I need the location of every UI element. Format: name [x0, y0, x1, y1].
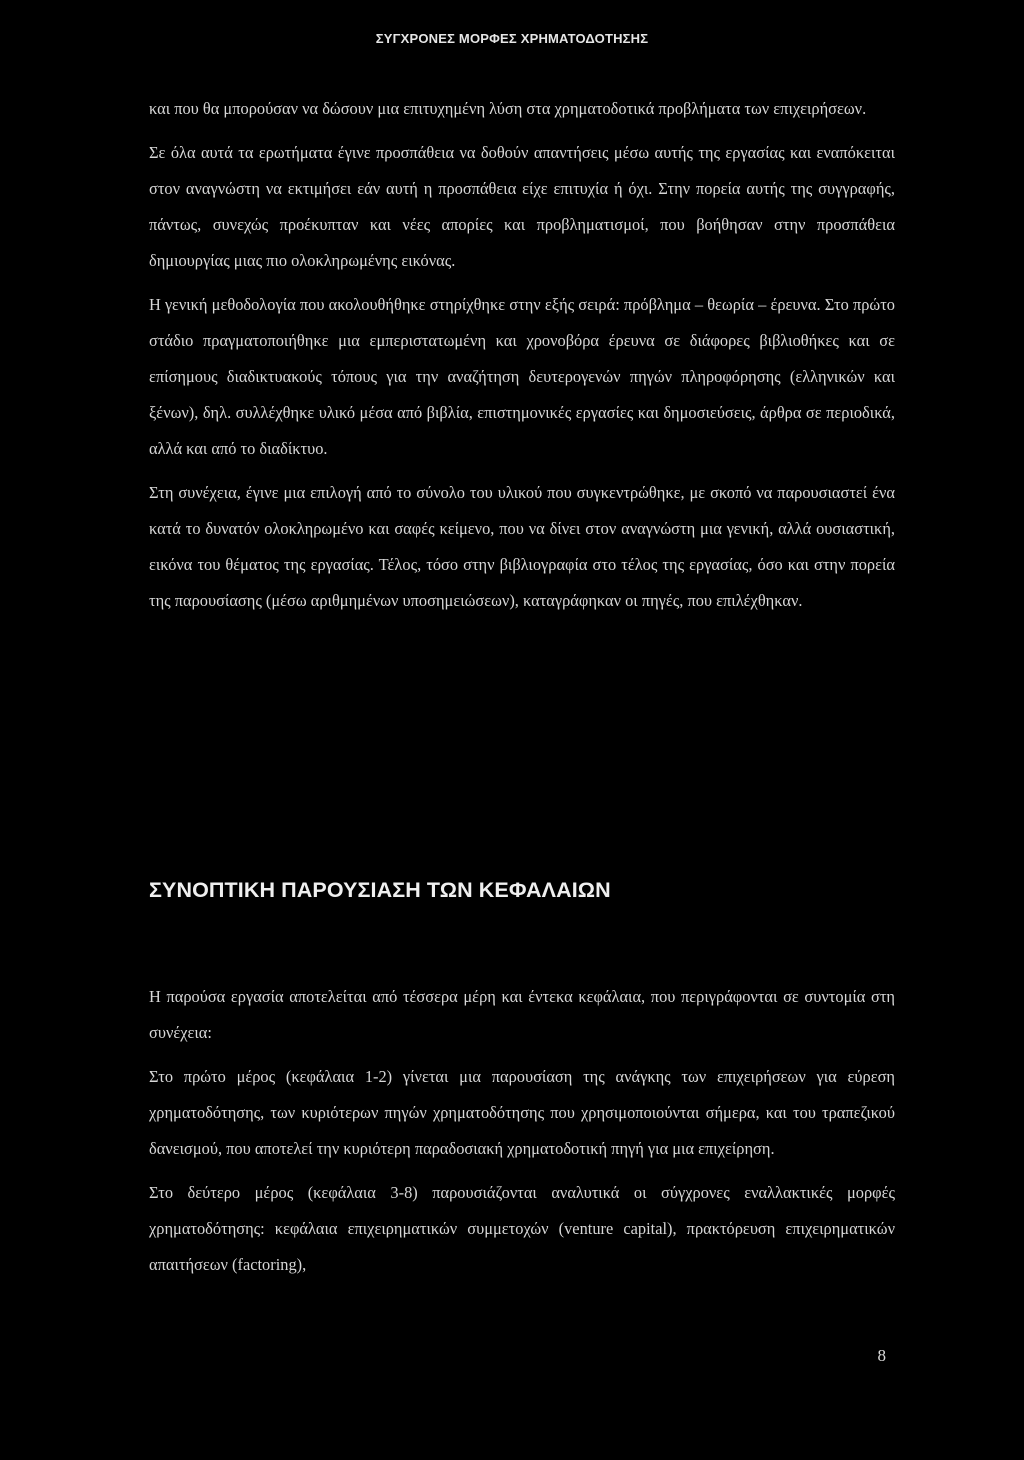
text-block-intro: [149, 91, 895, 627]
paragraph: Στο δεύτερο μέρος (κεφάλαια 3-8) παρουσιάζονται αναλυτικά οι σύγχρονες εναλλακτικές μορφές χρηματοδότησης: κεφάλαια επιχειρηματικών συμμετοχών (venture capital), πρακτόρευση επιχειρηματικών απαιτήσεων (factoring),: [149, 1183, 895, 1274]
paragraph: Στο πρώτο μέρος (κεφάλαια 1-2) γίνεται μια παρουσίαση της ανάγκης των επιχειρήσεων για εύρεση χρηματοδότησης, των κυριότερων πηγών χρηματοδότησης που χρησιμοποιούνται σήμερα, και του τραπεζικού δανεισμού, που αποτελεί την κυριότερη παραδοσιακή χρηματοδοτική πηγή για μια επιχείρηση.: [149, 1067, 895, 1158]
paragraph: Σε όλα αυτά τα ερωτήματα έγινε προσπάθεια να δοθούν απαντήσεις μέσω αυτής της εργασίας και εναπόκειται στον αναγνώστη να εκτιμήσει εάν αυτή η προσπάθεια είχε επιτυχία ή όχι. Στην πορεία αυτής της συγγραφής, πάντως, συνεχώς προέκυπταν και νέες απορίες και προβληματισμοί, που βοήθησαν στην προσπάθεια δημιουργίας μιας πιο ολοκληρωμένης εικόνας.: [149, 143, 895, 270]
paragraph: Η παρούσα εργασία αποτελείται από τέσσερα μέρη και έντεκα κεφάλαια, που περιγράφονται σε συντομία στη συνέχεια:: [149, 987, 895, 1042]
running-header: ΣΥΓΧΡΟΝΕΣ ΜΟΡΦΕΣ ΧΡΗΜΑΤΟΔΟΤΗΣΗΣ: [375, 31, 649, 46]
page-number: 8: [877, 1346, 886, 1365]
paragraph: Στη συνέχεια, έγινε μια επιλογή από το σύνολο του υλικού που συγκεντρώθηκε, με σκοπό να παρουσιαστεί ένα κατά το δυνατόν ολοκληρωμένο και σαφές κείμενο, που να δίνει στον αναγνώστη μια γενική, αλλά ουσιαστική, εικόνα του θέματος της εργασίας. Τέλος, τόσο στην βιβλιογραφία στο τέλος της εργασίας, όσο και στην πορεία της παρουσίασης (μέσω αριθμημένων υποσημειώσεων), καταγράφηκαν οι πηγές, που επιλέχθηκαν.: [149, 483, 895, 610]
section-heading: ΣΥΝΟΠΤΙΚΗ ΠΑΡΟΥΣΙΑΣΗ ΤΩΝ ΚΕΦΑΛΑΙΩΝ: [149, 878, 611, 902]
paragraph: Η γενική μεθοδολογία που ακολουθήθηκε στηρίχθηκε στην εξής σειρά: πρόβλημα – θεωρία – έρευνα. Στο πρώτο στάδιο πραγματοποιήθηκε μια εμπεριστατωμένη και χρονοβόρα έρευνα σε διάφορες βιβλιοθήκες και σε επίσημους διαδικτυακούς τόπους για την αναζήτηση δευτερογενών πηγών πληροφόρησης (ελληνικών και ξένων), δηλ. συλλέχθηκε υλικό μέσα από βιβλία, επιστημονικές εργασίες και δημοσιεύσεις, άρθρα σε περιοδικά, αλλά και από το διαδίκτυο.: [149, 295, 895, 458]
paragraph: και που θα μπορούσαν να δώσουν μια επιτυχημένη λύση στα χρηματοδοτικά προβλήματα των επιχειρήσεων.: [149, 99, 867, 118]
text-block-chapters: [149, 979, 895, 1291]
